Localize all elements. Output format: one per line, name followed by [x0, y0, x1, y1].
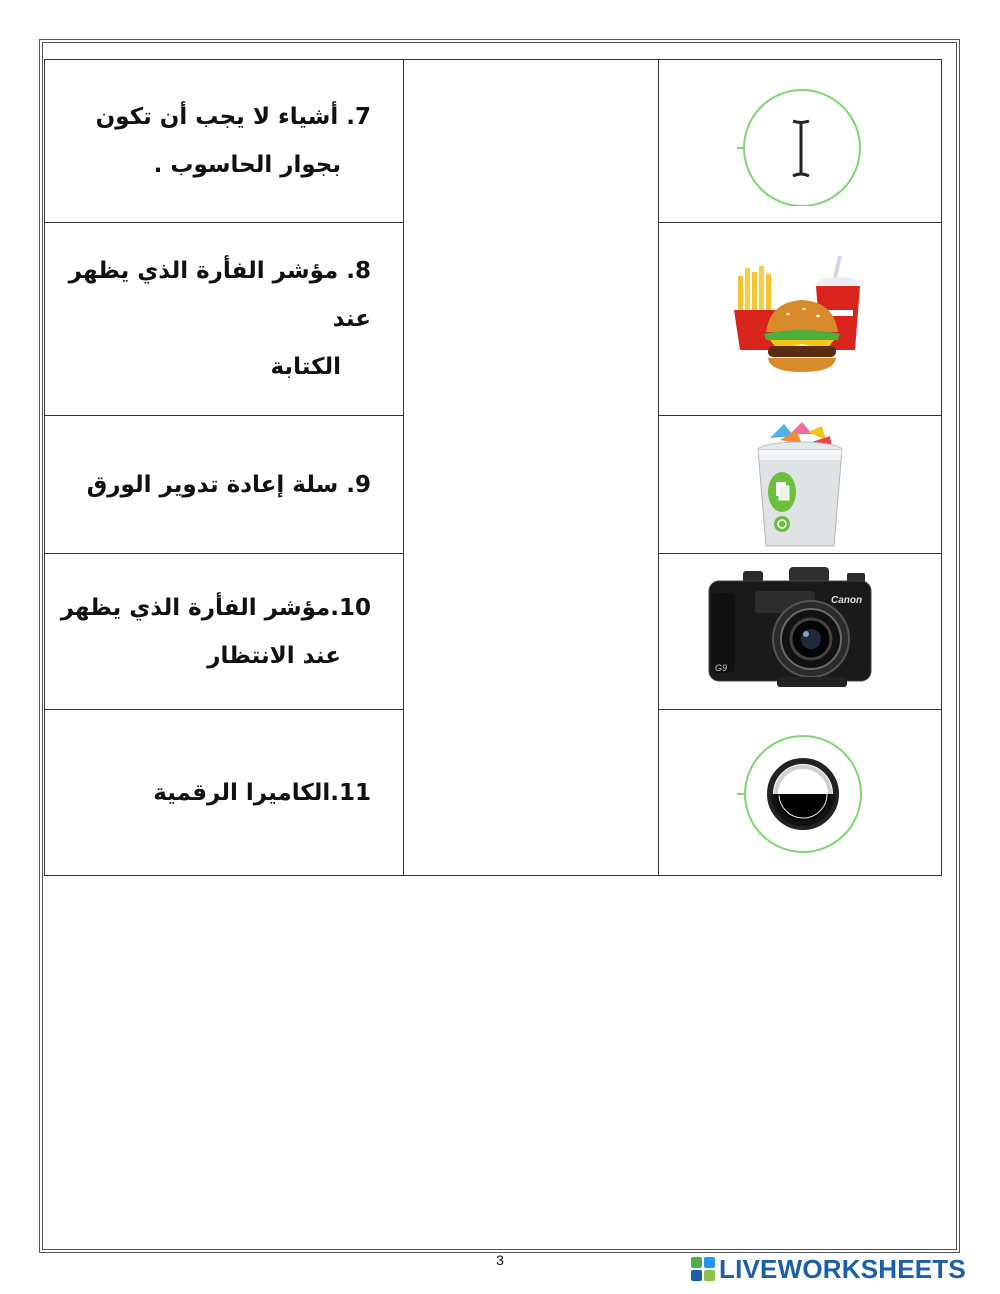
item-line2: الكتابة — [270, 354, 341, 380]
text-cursor-icon — [735, 76, 865, 206]
footer-brand-text: LIVEWORKSHEETS — [719, 1253, 966, 1284]
item-text-cell — [45, 223, 404, 416]
item-line1: 9. سلة إعادة تدوير الورق — [86, 471, 371, 498]
image-cell — [659, 554, 942, 710]
item-line2: عند الانتظار — [207, 642, 341, 669]
digital-camera-picture — [707, 565, 893, 699]
busy-cursor-icon — [735, 728, 865, 858]
recycle-bin-picture — [750, 420, 850, 550]
item-line1: 8. مؤشر الفأرة الذي يظهر عند — [68, 258, 371, 332]
item-text — [45, 247, 403, 391]
footer-brand[interactable] — [690, 1253, 966, 1285]
item-text — [45, 584, 403, 680]
item-line1: 11.الكاميرا الرقمية — [153, 779, 371, 806]
liveworksheets-logo-icon — [690, 1256, 716, 1282]
item-line1: 7. أشياء لا يجب أن تكون — [95, 104, 371, 130]
answer-column[interactable] — [404, 60, 659, 876]
matching-table — [44, 59, 942, 876]
item-text — [45, 93, 403, 189]
item-text-cell — [45, 554, 404, 710]
item-line1: 10.مؤشر الفأرة الذي يظهر — [60, 594, 371, 621]
camera-model-label: G9 — [715, 662, 728, 673]
page-number: 3 — [496, 1252, 504, 1268]
camera-brand-label: Canon — [831, 594, 863, 606]
image-cell — [659, 416, 942, 554]
item-text-cell — [45, 416, 404, 554]
item-text — [45, 461, 403, 509]
table-row — [45, 60, 942, 223]
image-cell — [659, 710, 942, 876]
item-line2: بجوار الحاسوب . — [153, 152, 341, 178]
image-cell — [659, 60, 942, 223]
item-text — [45, 769, 403, 817]
fast-food-picture — [730, 254, 870, 384]
item-text-cell — [45, 710, 404, 876]
burger-shape — [764, 300, 840, 372]
image-cell — [659, 223, 942, 416]
item-text-cell — [45, 60, 404, 223]
